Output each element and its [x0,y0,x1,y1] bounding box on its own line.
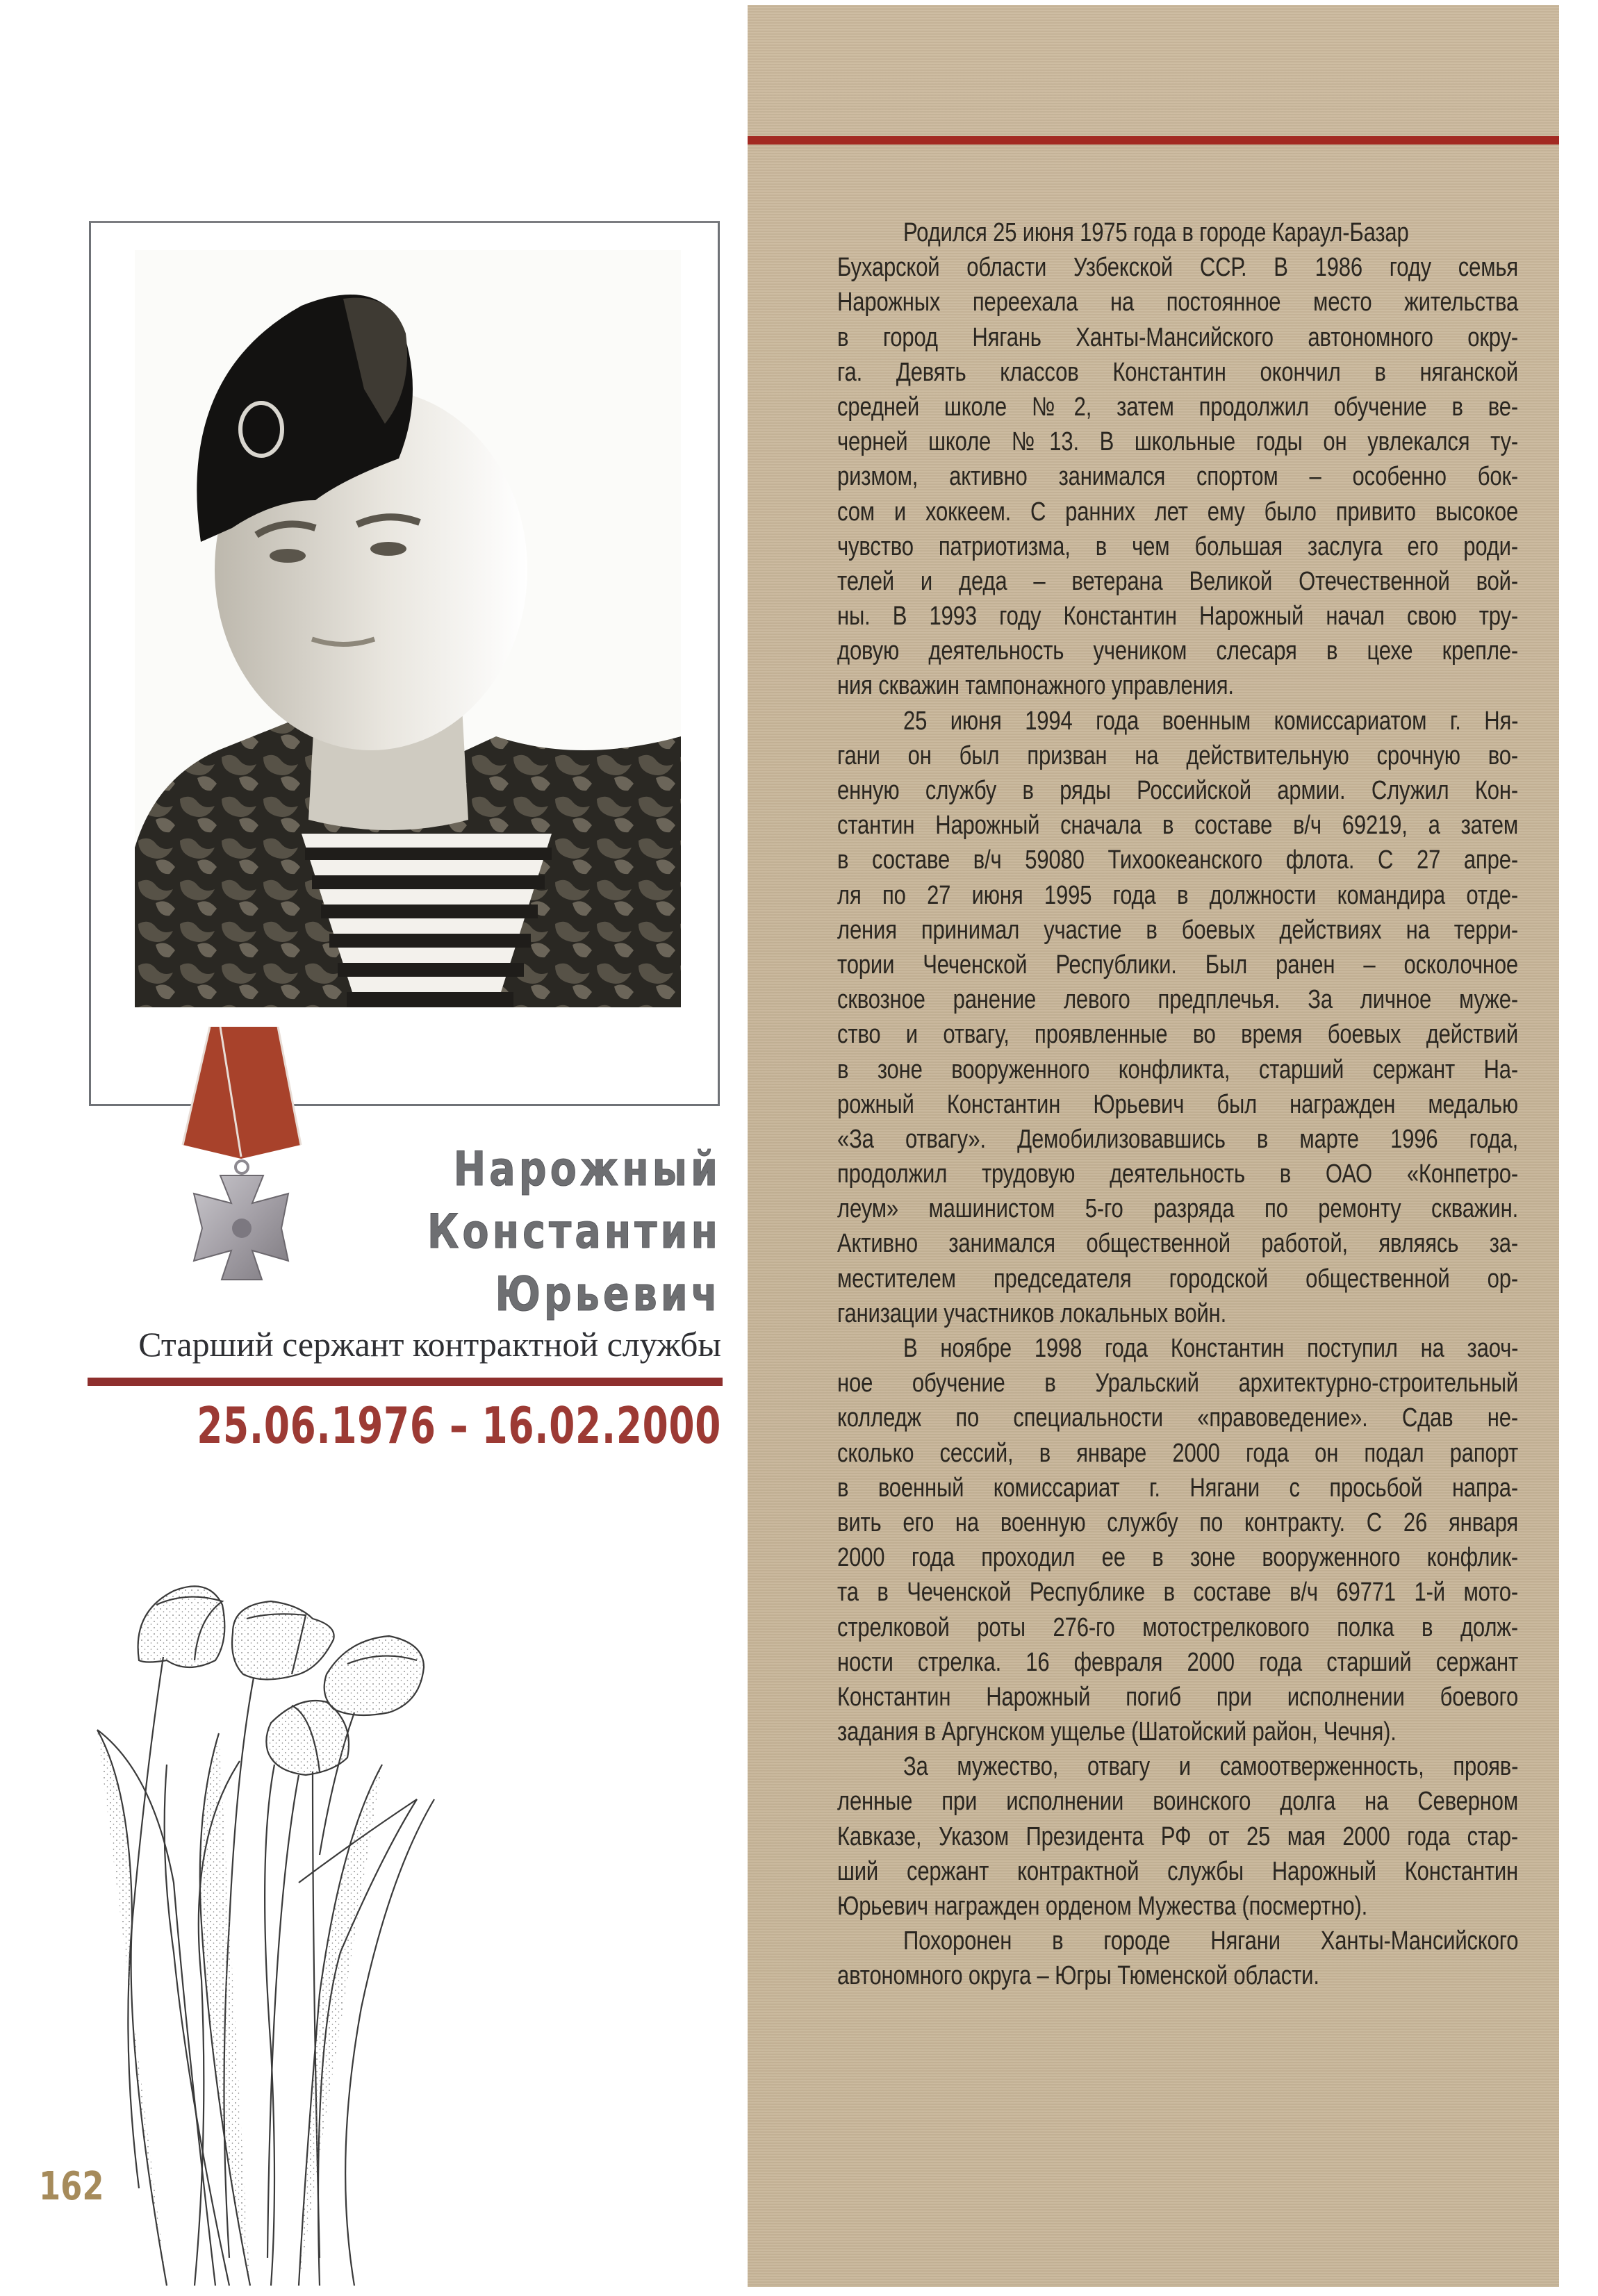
patronymic: Юрьевич [495,1267,721,1322]
biography-line-text: Родился 25 июня 1975 года в городе Караул-Базар [903,218,1409,247]
biography-line-text: ное обучение в Уральский архитектурно-строительный [837,1369,1519,1398]
biography-line-text: довую деятельность учеником слесаря в цехе крепле- [837,636,1519,666]
biography-line-text: средней школе №2, затем продолжил обучение в ве- [837,392,1519,422]
biography-line-text: телей и деда – ветерана Великой Отечественной вой- [837,566,1519,596]
biography-line [837,982,1518,1017]
biography-line-text: гани он был призван на действительную срочную во- [837,741,1519,770]
life-dates: 25.06.1976 – 16.02.2000 [197,1396,721,1455]
biography-line [837,424,1518,459]
biography-line [837,948,1518,982]
biography-line-text: сом и хоккеем. С ранних лет ему было привито высокое [837,497,1519,527]
biography-line [837,1366,1518,1401]
biography-line-text: в зоне вооруженного конфликта, старший сержант На- [837,1055,1519,1084]
biography-line-text: в город Нягань Ханты-Мансийского автономного окру- [837,322,1519,352]
biography-line [837,1226,1518,1261]
biography-line [837,390,1518,424]
biography-line [837,1749,1518,1784]
biography-line [837,634,1518,668]
biography-line-text: Кавказе, Указом Президента РФ от 25 мая 2000 года стар- [837,1822,1519,1851]
biography-line [837,843,1518,877]
biography-line-text: тории Чеченской Республики. Был ранен – осколочное [837,950,1519,980]
biography-line [837,459,1518,494]
biography-line-text: За мужество, отвагу и самоотверженность, прояв- [903,1752,1519,1782]
portrait-image [135,250,681,1007]
biography-line [837,738,1518,773]
biography-line-text: Похоронен в городе Нягани Ханты-Мансийского [903,1926,1519,1956]
biography-line-text: в военный комиссариат г. Нягани с просьбой напра- [837,1473,1519,1503]
biography-line-text: леум» машинистом 5-го разряда по ремонту скважин. [837,1194,1519,1224]
biography-line [837,704,1518,738]
biography-line [837,913,1518,948]
biography-line [837,1436,1518,1471]
biography-line-text: Нарожных переехала на постоянное место жительства [837,288,1519,317]
biography-line [837,1540,1518,1575]
first-name: Константин [427,1205,721,1260]
biography-line-text: Бухарской области Узбекской ССР. В 1986 году семья [837,253,1519,283]
biography-line [837,1505,1518,1540]
biography-line-text: вить его на военную службу по контракту. С 26 января [837,1508,1519,1537]
biography-line-text: сколько сессий, в январе 2000 года он подал рапорт [837,1438,1519,1468]
biography-line-text: ля по 27 июня 1995 года в должности командира отде- [837,880,1519,910]
biography-line [837,1819,1518,1854]
biography-line [837,668,1518,703]
biography-line-text: ство и отвагу, проявленные во время боевых действий [837,1020,1519,1050]
biography-line [837,564,1518,599]
biography-line [837,1191,1518,1226]
biography-line-text: рожный Константин Юрьевич был награжден медалью [837,1089,1519,1119]
order-of-courage-icon [177,1021,306,1292]
surname: Нарожный [453,1142,721,1197]
biography-line-text: местителем председателя городской общественной ор- [837,1264,1519,1294]
biography-line [837,529,1518,564]
biography-line [837,1157,1518,1191]
biography-line [837,285,1518,320]
biography-line [837,215,1518,250]
biography-line-text: ления принимал участие в боевых действиях на терри- [837,915,1519,945]
biography-line-text: га. Девять классов Константин окончил в няганской [837,357,1519,387]
biography-line-text: Активно занимался общественной работой, являясь за- [837,1229,1519,1259]
biography-line-text: ния скважин тампонажного управления. [837,671,1234,701]
biography-line-text: ризмом, активно занимался спортом – особенно бок- [837,462,1519,492]
biography-line-text: 25 июня 1994 года военным комиссариатом г. Ня- [903,706,1519,736]
biography-line-text: ности стрелка. 16 февраля 2000 года старший сержант [837,1647,1519,1677]
biography-line [837,355,1518,390]
biography-line [837,1052,1518,1087]
biography-line [837,878,1518,913]
biography-line-text: Юрьевич награжден орденом Мужества (посмертно). [837,1892,1368,1921]
biography-line [837,599,1518,634]
biography-text [837,215,1518,1994]
biography-line [837,1680,1518,1715]
biography-line-text: ганизации участников локальных войн. [837,1298,1227,1328]
biography-line [837,1401,1518,1435]
biography-line-text: ший сержант контрактной службы Нарожный Константин [837,1856,1519,1886]
biography-line-text: енную службу в ряды Российской армии. Служил Кон- [837,776,1519,805]
biography-line [837,1924,1518,1958]
page-number: 162 [39,2164,104,2209]
biography-panel [748,5,1559,2287]
biography-line-text: сквозное ранение левого предплечья. За личное муже- [837,985,1519,1015]
biography-line [837,1575,1518,1610]
biography-line [837,1958,1518,1993]
biography-line [837,1854,1518,1889]
biography-line [837,1017,1518,1052]
biography-line [837,1715,1518,1749]
biography-line-text: Константин Нарожный погиб при исполнении боевого [837,1682,1519,1712]
biography-line [837,1889,1518,1924]
biography-line-text: автономного округа – Югры Тюменской области. [837,1961,1319,1991]
biography-line [837,1610,1518,1645]
tulip-leaves [97,1730,434,2286]
dates-divider [88,1378,723,1386]
biography-line [837,320,1518,355]
biography-line-text: 2000 года проходил ее в зоне вооруженного конфлик- [837,1543,1519,1573]
biography-line-text: ленные при исполнении воинского долга на Северном [837,1787,1519,1817]
biography-line-text: чувство патриотизма, в чем большая заслуга его роди- [837,531,1519,561]
biography-line [837,250,1518,285]
biography-line-text: «За отвагу». Демобилизовавшись в марте 1996 года, [837,1124,1519,1154]
biography-line [837,1087,1518,1122]
biography-line [837,1262,1518,1296]
biography-line-text: та в Чеченской Республике в составе в/ч 69771 1-й мото- [837,1578,1519,1608]
biography-line [837,1784,1518,1819]
biography-line-text: В ноябре 1998 года Константин поступил на заоч- [903,1334,1519,1363]
tulips-illustration [90,1563,716,2293]
biography-line [837,1296,1518,1331]
biography-line-text: ны. В 1993 году Константин Нарожный начал свою тру- [837,602,1519,631]
biography-line [837,1331,1518,1366]
biography-line-text: колледж по специальности «правоведение». Сдав не- [837,1403,1519,1433]
biography-line-text: в составе в/ч 59080 Тихоокеанского флота. С 27 апре- [837,845,1519,875]
beret-badge [240,403,282,456]
biography-line-text: продолжил трудовую деятельность в ОАО «Конпетро- [837,1159,1519,1189]
portrait-photo [135,250,681,1007]
top-red-rule [748,136,1559,144]
rank: Старший сержант контрактной службы [138,1325,721,1364]
biography-line [837,1471,1518,1505]
biography-line-text: черней школе №13. В школьные годы он увлекался ту- [837,427,1519,457]
biography-line-text: стантин Нарожный сначала в составе в/ч 69219, а затем [837,811,1519,841]
biography-line [837,1645,1518,1680]
biography-line-text: стрелковой роты 276-го мотострелкового полка в долж- [837,1612,1519,1642]
biography-line [837,773,1518,808]
biography-line [837,808,1518,843]
biography-line-text: задания в Аргунском ущелье (Шатойский район, Чечня). [837,1717,1397,1747]
biography-line [837,495,1518,529]
biography-line [837,1122,1518,1157]
